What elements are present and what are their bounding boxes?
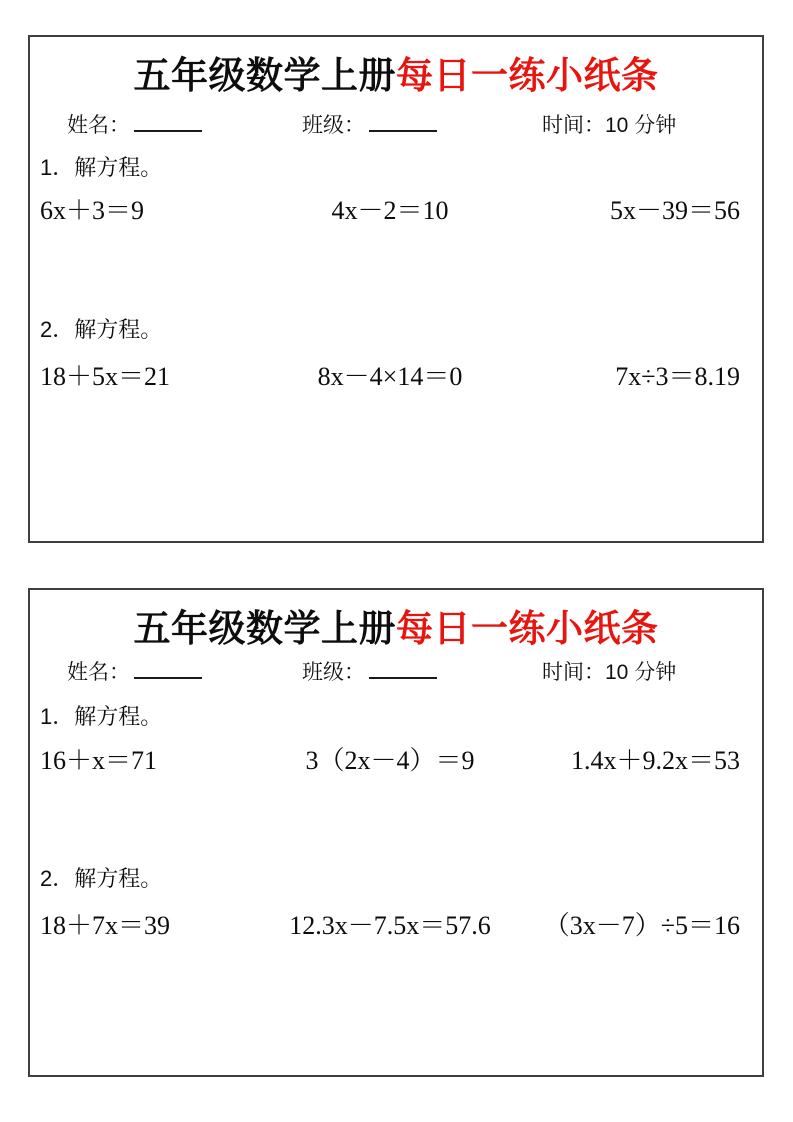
name-label: 姓名： bbox=[67, 114, 130, 137]
title-grade-text: 五年级数学上册 bbox=[133, 55, 396, 96]
equation-row-2 bbox=[40, 356, 740, 393]
equation-row-1 bbox=[40, 190, 740, 227]
equation: 5x－39＝56 bbox=[609, 196, 740, 225]
equation: 3（2x－4）＝9 bbox=[305, 746, 475, 775]
class-blank-line bbox=[369, 657, 437, 679]
name-blank-line bbox=[134, 657, 202, 679]
class-field bbox=[302, 109, 437, 139]
equation: 16＋x＝71 bbox=[40, 746, 158, 775]
equation: （3x－7）÷5＝16 bbox=[543, 911, 740, 940]
name-field bbox=[67, 656, 202, 686]
name-label: 姓名： bbox=[67, 661, 130, 684]
info-row bbox=[30, 109, 762, 139]
equation: 4x－2＝10 bbox=[331, 196, 449, 225]
worksheet-title bbox=[30, 45, 762, 99]
time-label: 时间：10 分钟 bbox=[542, 661, 677, 684]
section-2-heading: 2．解方程。 bbox=[40, 317, 163, 342]
time-label: 时间：10 分钟 bbox=[542, 114, 677, 137]
section-1-heading: 1．解方程。 bbox=[40, 704, 163, 729]
worksheet-card-2 bbox=[28, 588, 764, 1077]
equation-row-1 bbox=[40, 740, 740, 777]
equation: 18＋7x＝39 bbox=[40, 911, 171, 940]
title-grade-text: 五年级数学上册 bbox=[133, 608, 396, 649]
class-label: 班级： bbox=[302, 114, 365, 137]
equation: 1.4x＋9.2x＝53 bbox=[570, 746, 740, 775]
worksheet-card-1 bbox=[28, 35, 764, 543]
class-blank-line bbox=[369, 110, 437, 132]
equation: 18＋5x＝21 bbox=[40, 362, 171, 391]
equation-row-2 bbox=[40, 905, 740, 942]
section-1-heading: 1．解方程。 bbox=[40, 155, 163, 180]
class-label: 班级： bbox=[302, 661, 365, 684]
info-row bbox=[30, 656, 762, 686]
equation: 7x÷3＝8.19 bbox=[615, 362, 740, 391]
equation: 6x＋3＝9 bbox=[40, 196, 145, 225]
class-field bbox=[302, 656, 437, 686]
worksheet-title bbox=[30, 598, 762, 652]
equation: 12.3x－7.5x＝57.6 bbox=[289, 911, 491, 940]
name-blank-line bbox=[134, 110, 202, 132]
section-2-heading: 2．解方程。 bbox=[40, 866, 163, 891]
equation: 8x－4×14＝0 bbox=[317, 362, 463, 391]
name-field bbox=[67, 109, 202, 139]
title-series-text: 每日一练小纸条 bbox=[396, 55, 659, 96]
title-series-text: 每日一练小纸条 bbox=[396, 608, 659, 649]
